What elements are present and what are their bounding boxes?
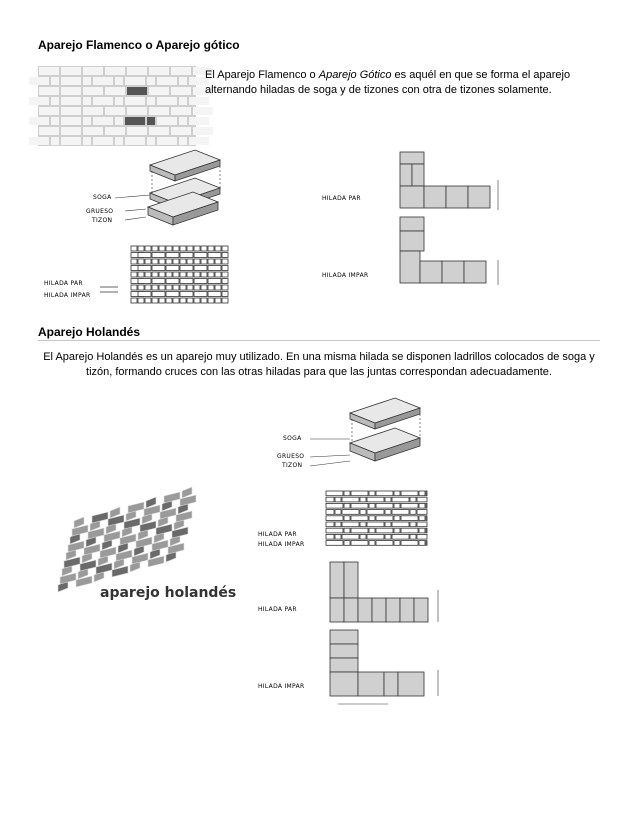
wall-brick bbox=[115, 97, 123, 105]
wall-brick bbox=[171, 107, 191, 115]
elev-brick bbox=[401, 516, 418, 521]
wall-brick bbox=[93, 97, 113, 105]
wall-brick bbox=[39, 87, 59, 95]
label-grueso-2: GRUESO bbox=[277, 453, 305, 460]
wall-brick bbox=[105, 127, 125, 135]
elev-brick bbox=[335, 510, 341, 515]
elev-brick bbox=[138, 285, 144, 290]
wall-brick bbox=[51, 137, 59, 145]
holandes-plan-impar bbox=[328, 628, 448, 708]
elev-brick bbox=[187, 285, 193, 290]
wall-brick bbox=[127, 87, 147, 95]
elev-brick bbox=[426, 503, 427, 508]
elev-brick bbox=[208, 253, 221, 258]
flamenco-plan-impar bbox=[398, 215, 508, 290]
elev-brick bbox=[208, 272, 214, 277]
elev-brick bbox=[215, 285, 221, 290]
elev-brick bbox=[180, 272, 186, 277]
elev-brick bbox=[367, 510, 384, 515]
elev-brick bbox=[194, 259, 200, 264]
elev-brick bbox=[222, 246, 228, 251]
wall-brick bbox=[39, 67, 59, 75]
elev-brick bbox=[180, 259, 186, 264]
wall-brick bbox=[147, 97, 155, 105]
elev-brick bbox=[194, 246, 200, 251]
elev-brick bbox=[401, 528, 418, 533]
elev-brick bbox=[401, 541, 418, 546]
holandes-plan-par bbox=[328, 560, 448, 630]
elev-brick bbox=[392, 497, 409, 502]
wall-brick bbox=[149, 67, 169, 75]
elev-brick bbox=[342, 522, 359, 527]
hilada-dash-1 bbox=[100, 285, 120, 295]
wall-brick bbox=[105, 107, 125, 115]
flamenco-desc-part1: El Aparejo Flamenco o bbox=[205, 69, 319, 81]
flamenco-plan-par bbox=[398, 150, 508, 215]
wall-brick bbox=[149, 127, 169, 135]
label-plan-impar-1: HILADA IMPAR bbox=[322, 272, 369, 279]
wall-brick bbox=[193, 107, 213, 115]
elev-brick bbox=[376, 516, 393, 521]
label-plan-impar-2: HILADA IMPAR bbox=[258, 683, 305, 690]
label-hilada-par-1: HILADA PAR bbox=[44, 280, 83, 287]
wall-brick bbox=[61, 77, 81, 85]
wall-brick bbox=[51, 77, 59, 85]
elev-brick bbox=[166, 272, 172, 277]
wall-brick bbox=[83, 87, 103, 95]
label-soga-1: SOGA bbox=[93, 194, 112, 201]
wall-brick bbox=[61, 117, 81, 125]
elev-brick bbox=[369, 528, 375, 533]
wall-brick bbox=[51, 117, 59, 125]
elev-brick bbox=[394, 491, 400, 496]
elev-brick bbox=[166, 279, 179, 284]
elev-brick bbox=[159, 246, 165, 251]
wall-brick bbox=[189, 137, 209, 145]
elev-brick bbox=[145, 272, 151, 277]
elev-brick bbox=[131, 272, 137, 277]
wall-brick bbox=[83, 67, 103, 75]
wall-brick bbox=[39, 127, 59, 135]
elev-brick bbox=[426, 541, 427, 546]
elev-brick bbox=[369, 541, 375, 546]
elev-brick bbox=[152, 272, 158, 277]
label-tizon-1: TIZON bbox=[92, 217, 113, 224]
wall-brick bbox=[157, 97, 177, 105]
elev-brick bbox=[419, 503, 425, 508]
wall-brick bbox=[39, 107, 59, 115]
elev-brick bbox=[152, 253, 165, 258]
wall-brick bbox=[29, 77, 49, 85]
elev-brick bbox=[394, 503, 400, 508]
wall-brick bbox=[171, 67, 191, 75]
elev-brick bbox=[208, 266, 221, 271]
wall-brick bbox=[149, 107, 169, 115]
elev-brick bbox=[166, 285, 172, 290]
elev-brick bbox=[208, 246, 214, 251]
wall-brick bbox=[83, 137, 91, 145]
elev-brick bbox=[335, 497, 341, 502]
elev-brick bbox=[326, 510, 334, 515]
elev-brick bbox=[222, 279, 228, 284]
wall-brick bbox=[189, 117, 209, 125]
elev-brick bbox=[392, 510, 409, 515]
wall-brick bbox=[61, 67, 81, 75]
wall-brick bbox=[61, 97, 81, 105]
elev-brick bbox=[419, 528, 425, 533]
wall-brick bbox=[189, 97, 209, 105]
wall-brick bbox=[125, 137, 145, 145]
elev-brick bbox=[173, 272, 179, 277]
wall-brick bbox=[115, 117, 123, 125]
elev-brick bbox=[152, 279, 165, 284]
elev-brick bbox=[376, 503, 393, 508]
wall-brick bbox=[93, 117, 113, 125]
label-tizon-2: TIZON bbox=[282, 462, 303, 469]
elev-brick bbox=[215, 298, 221, 303]
elev-brick bbox=[180, 298, 186, 303]
wall-brick bbox=[115, 137, 123, 145]
elev-brick bbox=[201, 259, 207, 264]
section-title-flamenco: Aparejo Flamenco o Aparejo gótico bbox=[38, 38, 240, 52]
elev-brick bbox=[385, 497, 391, 502]
elev-brick bbox=[410, 534, 416, 539]
flamenco-desc-italic: Aparejo Gótico bbox=[318, 69, 392, 81]
elev-brick bbox=[417, 497, 427, 502]
elev-brick bbox=[180, 253, 193, 258]
elev-brick bbox=[394, 541, 400, 546]
elev-brick bbox=[152, 298, 158, 303]
elev-brick bbox=[401, 491, 418, 496]
elev-brick bbox=[344, 516, 350, 521]
elev-brick bbox=[173, 259, 179, 264]
elev-brick bbox=[145, 298, 151, 303]
elev-brick bbox=[201, 272, 207, 277]
elev-brick bbox=[173, 246, 179, 251]
wall-brick bbox=[127, 127, 147, 135]
elev-brick bbox=[180, 292, 193, 297]
elev-brick bbox=[215, 272, 221, 277]
elev-brick bbox=[426, 491, 427, 496]
elev-brick bbox=[201, 246, 207, 251]
wall-brick bbox=[157, 77, 177, 85]
elev-brick bbox=[360, 534, 366, 539]
elev-brick bbox=[159, 285, 165, 290]
elev-brick bbox=[173, 298, 179, 303]
wall-brick bbox=[93, 77, 113, 85]
elev-brick bbox=[131, 246, 137, 251]
elev-brick bbox=[410, 510, 416, 515]
elev-brick bbox=[159, 298, 165, 303]
elev-brick bbox=[194, 266, 207, 271]
elev-brick bbox=[145, 285, 151, 290]
label-soga-2: SOGA bbox=[283, 435, 302, 442]
elev-brick bbox=[426, 516, 427, 521]
flamenco-description bbox=[205, 68, 595, 98]
elev-brick bbox=[351, 516, 368, 521]
elev-brick bbox=[326, 541, 343, 546]
elev-brick bbox=[367, 522, 384, 527]
wall-brick bbox=[115, 77, 123, 85]
elev-brick bbox=[326, 534, 334, 539]
elev-brick bbox=[222, 272, 228, 277]
elev-brick bbox=[385, 522, 391, 527]
wall-brick bbox=[29, 97, 49, 105]
wall-brick bbox=[179, 137, 187, 145]
elev-brick bbox=[360, 510, 366, 515]
wall-brick bbox=[125, 117, 145, 125]
wall-brick bbox=[51, 97, 59, 105]
elev-brick bbox=[138, 259, 144, 264]
elev-brick bbox=[138, 292, 151, 297]
elev-brick bbox=[417, 510, 427, 515]
label-hilada-impar-2: HILADA IMPAR bbox=[258, 541, 305, 548]
elev-brick bbox=[335, 522, 341, 527]
label-grueso-1: GRUESO bbox=[86, 208, 114, 215]
elev-brick bbox=[417, 534, 427, 539]
elev-brick bbox=[326, 528, 343, 533]
label-hilada-impar-1: HILADA IMPAR bbox=[44, 292, 91, 299]
elev-brick bbox=[326, 503, 343, 508]
wall-brick bbox=[127, 67, 147, 75]
elev-brick bbox=[376, 541, 393, 546]
elev-brick bbox=[166, 266, 179, 271]
elev-brick bbox=[394, 528, 400, 533]
elev-brick bbox=[385, 534, 391, 539]
elev-brick bbox=[344, 541, 350, 546]
elev-brick bbox=[208, 279, 221, 284]
elev-brick bbox=[344, 503, 350, 508]
elev-brick bbox=[166, 298, 172, 303]
elev-brick bbox=[417, 522, 427, 527]
elev-brick bbox=[369, 491, 375, 496]
elev-brick bbox=[208, 298, 214, 303]
elev-brick bbox=[187, 272, 193, 277]
elev-brick bbox=[194, 292, 207, 297]
elev-brick bbox=[152, 246, 158, 251]
elev-brick bbox=[367, 497, 384, 502]
elev-brick bbox=[344, 491, 350, 496]
elev-brick bbox=[344, 528, 350, 533]
elev-brick bbox=[194, 253, 207, 258]
wall-brick bbox=[125, 97, 145, 105]
elev-brick bbox=[369, 516, 375, 521]
elev-brick bbox=[222, 266, 228, 271]
elev-brick bbox=[342, 534, 359, 539]
elev-brick bbox=[180, 246, 186, 251]
elev-brick bbox=[152, 285, 158, 290]
wall-brick bbox=[93, 137, 113, 145]
elev-brick bbox=[376, 491, 393, 496]
elev-brick bbox=[342, 497, 359, 502]
elev-brick bbox=[201, 285, 207, 290]
wall-brick bbox=[193, 127, 213, 135]
elev-brick bbox=[392, 522, 409, 527]
elev-brick bbox=[222, 253, 228, 258]
elev-brick bbox=[180, 285, 186, 290]
wall-brick bbox=[61, 137, 81, 145]
elev-brick bbox=[152, 292, 165, 297]
elev-brick bbox=[410, 522, 416, 527]
elev-brick bbox=[187, 298, 193, 303]
elev-brick bbox=[194, 279, 207, 284]
wall-brick bbox=[125, 77, 145, 85]
wall-brick bbox=[83, 97, 91, 105]
elev-brick bbox=[138, 266, 151, 271]
elev-brick bbox=[208, 292, 221, 297]
wall-brick bbox=[147, 137, 155, 145]
elev-brick bbox=[194, 272, 200, 277]
elev-brick bbox=[152, 259, 158, 264]
elev-brick bbox=[138, 246, 144, 251]
wall-brick bbox=[171, 127, 191, 135]
elev-brick bbox=[222, 285, 228, 290]
wall-brick bbox=[157, 137, 177, 145]
elev-brick bbox=[166, 253, 179, 258]
elev-brick bbox=[326, 522, 334, 527]
wall-brick bbox=[179, 117, 187, 125]
section-title-holandes: Aparejo Holandés bbox=[38, 325, 141, 339]
elev-brick bbox=[326, 491, 343, 496]
elev-brick bbox=[394, 516, 400, 521]
elev-brick bbox=[180, 266, 193, 271]
wall-brick bbox=[83, 117, 91, 125]
wall-brick bbox=[171, 87, 191, 95]
wall-brick bbox=[127, 107, 147, 115]
elev-brick bbox=[152, 266, 165, 271]
label-hilada-par-2: HILADA PAR bbox=[258, 531, 297, 538]
elev-brick bbox=[138, 279, 151, 284]
wall-brick bbox=[179, 97, 187, 105]
elev-brick bbox=[419, 491, 425, 496]
label-plan-par-2: HILADA PAR bbox=[258, 606, 297, 613]
elev-brick bbox=[138, 272, 144, 277]
label-plan-par-1: HILADA PAR bbox=[322, 195, 361, 202]
flemish-wall-photo bbox=[38, 66, 196, 146]
wall-brick bbox=[179, 77, 187, 85]
elev-brick bbox=[166, 292, 179, 297]
elev-brick bbox=[419, 541, 425, 546]
elev-brick bbox=[369, 503, 375, 508]
elev-brick bbox=[360, 522, 366, 527]
elev-brick bbox=[159, 259, 165, 264]
elev-brick bbox=[201, 298, 207, 303]
elev-brick bbox=[131, 285, 137, 290]
elev-brick bbox=[419, 516, 425, 521]
wall-brick bbox=[157, 117, 177, 125]
elev-brick bbox=[335, 534, 341, 539]
section-divider bbox=[38, 340, 600, 341]
wall-brick bbox=[61, 127, 81, 135]
wall-brick bbox=[29, 117, 49, 125]
elev-brick bbox=[187, 246, 193, 251]
elev-brick bbox=[326, 516, 343, 521]
wall-brick bbox=[61, 107, 81, 115]
elev-brick bbox=[222, 259, 228, 264]
wall-brick bbox=[105, 87, 125, 95]
wall-brick bbox=[105, 67, 125, 75]
holandes-description: El Aparejo Holandés es un aparejo muy utilizado. En una misma hilada se disponen ladrillos colocados de soga y tizón, formando cruces con las otras hiladas para que las juntas correspondan adecuadamente. bbox=[43, 351, 595, 378]
elev-brick bbox=[342, 510, 359, 515]
elev-brick bbox=[187, 259, 193, 264]
elev-brick bbox=[326, 497, 334, 502]
elev-brick bbox=[392, 534, 409, 539]
holandes-elevation-diagram bbox=[326, 490, 430, 548]
elev-brick bbox=[351, 491, 368, 496]
elev-brick bbox=[410, 497, 416, 502]
flamenco-elevation-diagram bbox=[131, 245, 231, 307]
elev-brick bbox=[138, 298, 144, 303]
elev-brick bbox=[194, 285, 200, 290]
elev-brick bbox=[351, 541, 368, 546]
elev-brick bbox=[215, 246, 221, 251]
elev-brick bbox=[194, 298, 200, 303]
elev-brick bbox=[159, 272, 165, 277]
wall-brick bbox=[147, 77, 155, 85]
flamenco-desc-part2: es aquél en que se forma el aparejo alternando hiladas de soga y de tizones con otra de tizones solamente. bbox=[205, 69, 571, 96]
elev-brick bbox=[385, 510, 391, 515]
elev-brick bbox=[208, 285, 214, 290]
elev-brick bbox=[367, 534, 384, 539]
elev-brick bbox=[145, 246, 151, 251]
wall-brick bbox=[83, 127, 103, 135]
wall-brick bbox=[147, 117, 155, 125]
elev-brick bbox=[180, 279, 193, 284]
elev-brick bbox=[138, 253, 151, 258]
holandes-isometric-diagram bbox=[300, 393, 450, 483]
elev-brick bbox=[131, 298, 137, 303]
elev-brick bbox=[222, 292, 228, 297]
elev-brick bbox=[215, 259, 221, 264]
elev-brick bbox=[222, 298, 228, 303]
holandes-photo-caption: aparejo holandés bbox=[100, 585, 237, 601]
wall-brick bbox=[29, 137, 49, 145]
wall-brick bbox=[149, 87, 169, 95]
elev-brick bbox=[131, 259, 137, 264]
elev-brick bbox=[351, 503, 368, 508]
elev-brick bbox=[426, 528, 427, 533]
elev-brick bbox=[208, 259, 214, 264]
wall-brick bbox=[61, 87, 81, 95]
elev-brick bbox=[166, 259, 172, 264]
elev-brick bbox=[360, 497, 366, 502]
elev-brick bbox=[401, 503, 418, 508]
elev-brick bbox=[173, 285, 179, 290]
elev-brick bbox=[376, 528, 393, 533]
elev-brick bbox=[166, 246, 172, 251]
wall-brick bbox=[83, 107, 103, 115]
wall-brick bbox=[83, 77, 91, 85]
elev-brick bbox=[351, 528, 368, 533]
elev-brick bbox=[145, 259, 151, 264]
